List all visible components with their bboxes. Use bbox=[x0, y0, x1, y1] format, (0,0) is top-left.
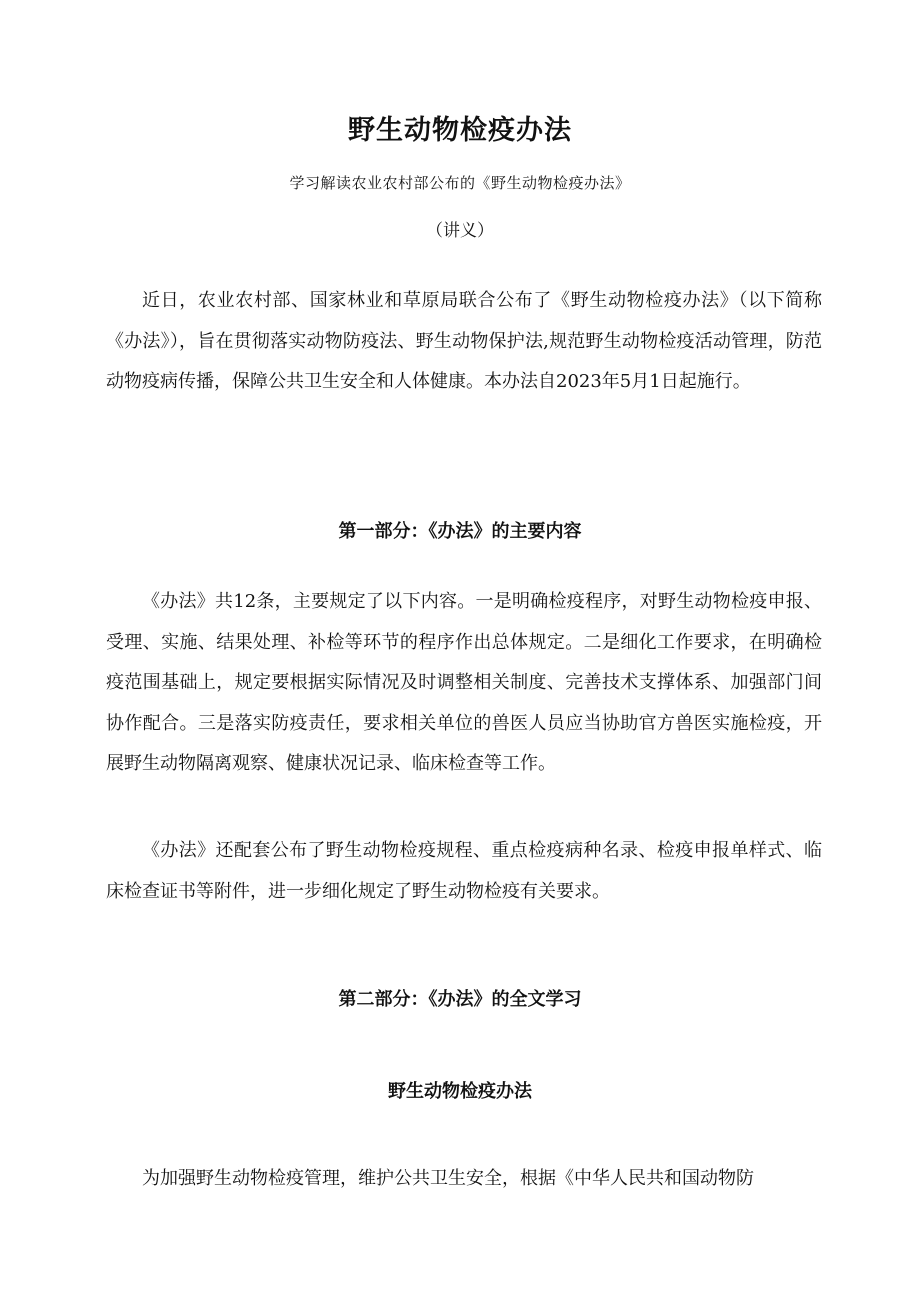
part1-heading: 第一部分：《办法》的主要内容 bbox=[338, 521, 582, 542]
law-paragraph-1: 为加强野生动物检疫管理，维护公共卫生安全，根据《中华人民共和国动物防 bbox=[142, 1168, 754, 1189]
lecture-label: （讲义） bbox=[426, 221, 494, 241]
document-title: 野生动物检疫办法 bbox=[348, 115, 572, 146]
document-subtitle: 学习解读农业农村部公布的《野生动物检疫办法》 bbox=[289, 174, 631, 192]
part1-paragraph-2: 《办法》还配套公布了野生动物检疫规程、重点检疫病种名录、检疫申报单样式、临床检查证书等附件，进一步细化规定了野生动物检疫有关要求。 bbox=[106, 840, 822, 902]
intro-paragraph: 近日，农业农村部、国家林业和草原局联合公布了《野生动物检疫办法》（以下简称《办法》），旨在贯彻落实动物防疫法、野生动物保护法,规范野生动物检疫活动管理，防范动物疫病传播，保障公共卫生安全和人体健康。本办法自2023年5月1日起施行。 bbox=[106, 290, 822, 392]
part1-paragraph-1: 《办法》共12条，主要规定了以下内容。一是明确检疫程序，对野生动物检疫申报、受理、实施、结果处理、补检等环节的程序作出总体规定。二是细化工作要求，在明确检疫范围基础上，规定要根据实际情况及时调整相关制度、完善技术支撑体系、加强部门间协作配合。三是落实防疫责任，要求相关单位的兽医人员应当协助官方兽医实施检疫，开展野生动物隔离观察、健康状况记录、临床检查等工作。 bbox=[106, 591, 822, 774]
law-title: 野生动物检疫办法 bbox=[388, 1081, 532, 1102]
part2-heading: 第二部分：《办法》的全文学习 bbox=[338, 989, 582, 1010]
